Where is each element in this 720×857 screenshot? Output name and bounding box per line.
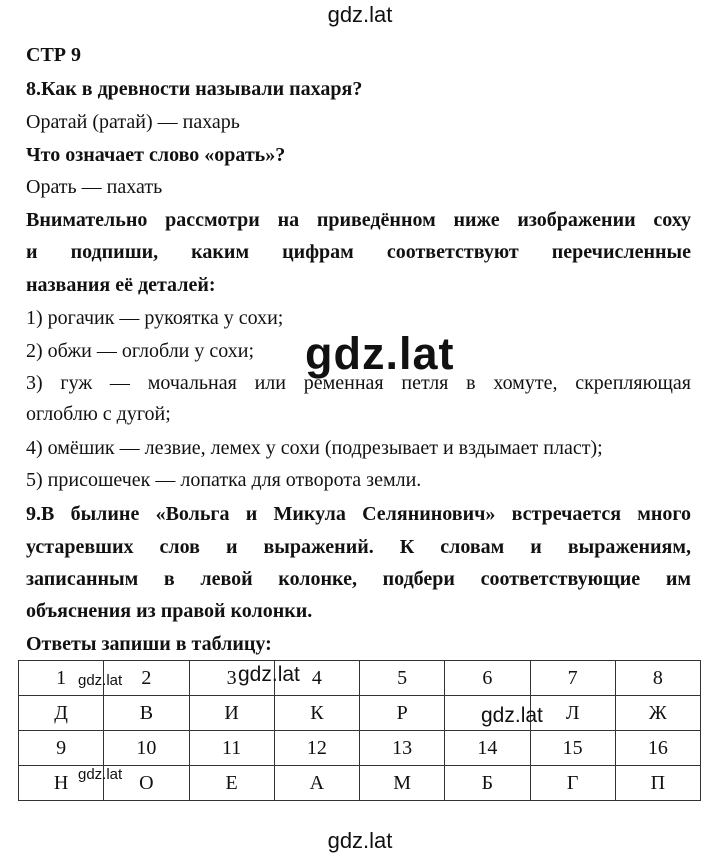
q9-line-4: объяснения из правой колонки. [26,600,313,622]
table-cell: Д [19,696,104,731]
table-cell: 3 [189,661,274,696]
q8-task-line-3: названия её деталей: [26,274,216,296]
q9-line-1: 9.В былине «Вольга и Микула Селянинович» встречается много [26,503,691,525]
table-cell: А [274,766,359,801]
table-caption: Ответы запиши в таблицу: [26,633,272,655]
watermark-center: gdz.lat [305,328,455,379]
q8-task-line-1: Внимательно рассмотри на приведённом ниже изображении соху [26,209,691,231]
table-cell: 13 [360,731,445,766]
table-cell: 6 [445,661,530,696]
watermark-table-3: gdz.lat [481,704,543,727]
table-cell: 12 [274,731,359,766]
q8-item-1: 1) рогачик — рукоятка у сохи; [26,307,284,329]
table-row [19,731,701,766]
table-cell: И [189,696,274,731]
table-cell: 4 [274,661,359,696]
watermark-table-2: gdz.lat [238,663,300,686]
table-cell: 15 [530,731,615,766]
table-cell: 1 [19,661,104,696]
table-cell: 14 [445,731,530,766]
q8-question: 8.Как в древности называли пахаря? [26,78,363,100]
watermark-table-1: gdz.lat [78,672,123,689]
q8-answer: Оратай (ратай) — пахарь [26,111,240,133]
table-cell: 5 [360,661,445,696]
page-label: СТР 9 [26,44,81,66]
table-cell: 7 [530,661,615,696]
table-cell: Г [530,766,615,801]
table-row [19,696,701,731]
table-cell: О [104,766,189,801]
table-cell: Е [189,766,274,801]
table-cell: 11 [189,731,274,766]
watermark-bottom: gdz.lat [327,828,393,853]
q8-item-3-continued: оглоблю с дугой; [26,403,171,425]
q8-item-5: 5) присошечек — лопатка для отворота земли. [26,469,422,491]
table-cell: М [360,766,445,801]
table-cell: Н [19,766,104,801]
table-cell: Р [360,696,445,731]
table-cell: Б [445,766,530,801]
q8-task-line-2: и подпиши, каким цифрам соответствуют перечисленные [26,241,691,263]
table-cell: Ж [615,696,700,731]
watermark-top: gdz.lat [327,2,393,27]
q8-item-3: 3) гуж — мочальная или ременная петля в хомуте, скрепляющая [26,372,691,394]
watermark-table-4: gdz.lat [78,766,123,783]
q8-item-4: 4) омёшик — лезвие, лемех у сохи (подрезывает и вздымает пласт); [26,437,603,459]
table-cell: К [274,696,359,731]
q9-line-3: записанным в левой колонке, подбери соответствующие им [26,568,691,590]
q9-line-2: устаревших слов и выражений. К словам и выражениям, [26,536,691,558]
table-cell: Л [530,696,615,731]
q8-answer-2: Орать — пахать [26,176,163,198]
table-cell: 8 [615,661,700,696]
table-cell: 10 [104,731,189,766]
q8-item-2: 2) обжи — оглобли у сохи; [26,340,255,362]
q8-question-2: Что означает слово «орать»? [26,144,286,166]
table-cell: 16 [615,731,700,766]
table-cell: 2 [104,661,189,696]
table-cell: В [104,696,189,731]
table-cell: П [615,766,700,801]
table-cell: 9 [19,731,104,766]
